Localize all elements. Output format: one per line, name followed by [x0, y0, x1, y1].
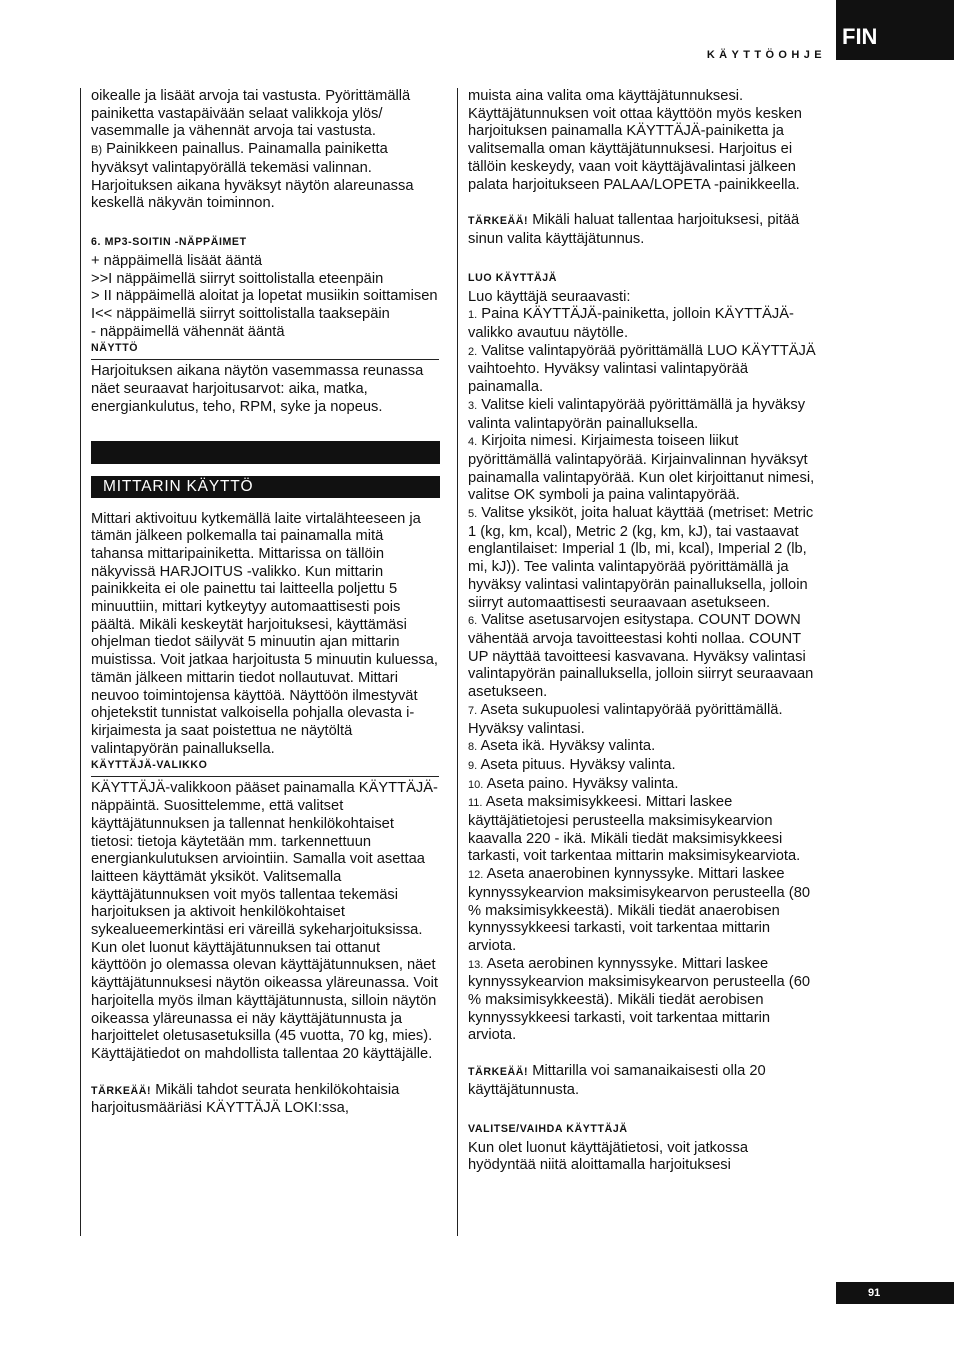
list-item: [468, 738, 816, 757]
create-user-heading: LUO KÄYTTÄJÄ: [468, 271, 558, 284]
list-item: [468, 343, 816, 397]
section-divider-bar: [91, 441, 440, 464]
item-marker: B): [91, 144, 102, 157]
step-text: Aseta paino. Hyväksy valinta.: [483, 775, 679, 792]
create-user-intro: Luo käyttäjä seuraavasti:: [468, 288, 631, 305]
important-label: TÄRKEÄÄ!: [468, 215, 529, 228]
important-label: TÄRKEÄÄ!: [468, 1066, 529, 1079]
switch-user-heading: VALITSE/VAIHDA KÄYTTÄJÄ: [468, 1122, 628, 1135]
step-text: Aseta ikä. Hyväksy valinta.: [477, 738, 656, 755]
step-number: 8.: [468, 741, 478, 754]
step-text: Valitse yksiköt, joita haluat käyttää (metriset: Metric 1 (kg, km, kcal), Metric 2 (kg, km, kJ), tai vastaavat englantilaiset: Imperial 1 (lb, mi, kcal), Imperial 2 (lb, mi, kJ)). Tee valinta valintapyörää pyörittämällä ja hyväksy valintasi valintapyörän painalluksella, jolloin siirryt automaattisesti seuraavaan asetukseen.: [468, 505, 814, 611]
mp3-line: > II näppäimellä aloitat ja lopetat musiikin soittamisen: [91, 288, 438, 305]
list-item: [468, 505, 816, 612]
mp3-heading: 6. MP3-SOITIN -NÄPPÄIMET: [91, 235, 247, 248]
important-text: Mikäli tahdot seurata henkilökohtaisia harjoitusmääriäsi KÄYTTÄJÄ LOKI:ssa,: [91, 1081, 400, 1117]
step-number: 12.: [468, 869, 484, 882]
step-number: 10.: [468, 778, 484, 791]
step-text: Aseta pituus. Hyväksy valinta.: [477, 756, 676, 773]
switch-user-paragraph: Kun olet luonut käyttäjätietosi, voit jatkossa hyödyntää niitä aloittamalla harjoituksesi: [468, 1139, 749, 1174]
mp3-line: >>I näppäimellä siirryt soittolistalla eteenpäin: [91, 270, 384, 287]
important-note: [91, 1082, 439, 1118]
important-note: [468, 212, 816, 248]
important-note: [468, 1063, 816, 1099]
language-tab: FIN: [836, 0, 954, 60]
important-text: Mikäli haluat tallentaa harjoituksesi, pitää sinun valita käyttäjätunnus.: [468, 212, 800, 247]
step-number: 13.: [468, 958, 484, 971]
mp3-line: + näppäimellä lisäät ääntä: [91, 252, 263, 269]
section-title: MITTARIN KÄYTTÖ: [91, 476, 440, 498]
display-paragraph: Harjoituksen aikana näytön vasemmassa reunassa näet seuraavat harjoitusarvot: aika, matka, energiankulutus, teho, RPM, syke ja nopeus.: [91, 363, 424, 415]
list-item: [468, 794, 816, 866]
step-text: Paina KÄYTTÄJÄ-painiketta, jolloin KÄYTTÄJÄ-valikko avautuu näytölle.: [468, 306, 794, 342]
intro-paragraph: oikealle ja lisäät arvoja tai vastusta. Pyörittämällä painiketta vastapäivään selaat valikkoja ylös/ vasemmalle ja vähennät arvoja tai vastusta.: [91, 88, 411, 140]
step-number: 11.: [468, 797, 483, 810]
page-number: 91: [836, 1282, 954, 1304]
step-text: Kirjoita nimesi. Kirjaimesta toiseen liikut pyörittämällä valintapyörää. Kirjainvalinnan hyväksyt painamalla valintapyörää. Kun olet kirjoittanut nimesi, valitse OK symboli ja paina valintapyörää.: [468, 433, 815, 504]
step-number: 2.: [468, 345, 478, 358]
step-text: Aseta maksimisykkeesi. Mittari laskee käyttäjätietojesi perusteella maksimisykearvion kaavalla 220 - ikä. Mikäli tiedät maksimisykkeesi tarkasti, voit tarkentaa mittarin maksimisykearviota.: [468, 794, 801, 865]
step-number: 6.: [468, 615, 478, 628]
meter-paragraph: Mittari aktivoituu kytkemällä laite virtalähteeseen ja tämän jälkeen polkemalla tai painamalla mitä tahansa mittaripainiketta. Mittarissa on tällöin näkyvissä HARJOITUS -valikko. Kun mittarin painikkeita ei ole painettu tai laitteella poljettu 5 minuuttiin, mittari kytkeytyy automaattisesti pois päältä. Mikäli keskeytät harjoituksesi, käyttämäsi ohjelman tiedot säilyvät 5 minuutin ajan mittarin muistissa. Voit jatkaa harjoitusta 5 minuutin kuluessa, tämän jälkeen mittarin tiedot nollautuvat. Mittari neuvoo toimintojensa käyttöä. Näyttöön ilmestyvät ohjetekstit tunnistat valkoisella pohjalla olevasta i-kirjaimesta ja saat poistettua ne näytöltä valintapyörän painalluksella.: [91, 510, 438, 757]
step-number: 5.: [468, 508, 478, 521]
list-item: [468, 776, 816, 795]
step-text: Valitse kieli valintapyörää pyörittämällä ja hyväksy valinta valintapyörän painalluksella.: [468, 396, 806, 432]
important-text: Mittarilla voi samanaikaisesti olla 20 käyttäjätunnusta.: [468, 1063, 766, 1098]
step-number: 1.: [468, 309, 478, 322]
list-item: [468, 306, 816, 342]
display-heading: NÄYTTÖ: [91, 341, 439, 360]
mp3-line: I<< näppäimellä siirryt soittolistalla taaksepäin: [91, 306, 390, 323]
list-item: [468, 956, 816, 1046]
step-number: 3.: [468, 399, 478, 412]
step-number: 4.: [468, 436, 478, 449]
list-item: [468, 397, 816, 433]
steps-list: [468, 306, 816, 1045]
step-text: Valitse valintapyörää pyörittämällä LUO KÄYTTÄJÄ vaihtoehto. Hyväksy valintasi valintapyörää painamalla.: [468, 342, 816, 396]
step-text: Aseta sukupuolesi valintapyörää pyörittämällä. Hyväksy valintasi.: [468, 701, 783, 737]
list-item: [468, 433, 816, 505]
step-number: 7.: [468, 704, 478, 717]
list-item: [468, 866, 816, 956]
right-column: [457, 88, 816, 1236]
continued-paragraph: muista aina valita oma käyttäjätunnuksesi. Käyttäjätunnuksen voit ottaa käyttöön myös kesken harjoituksen painamalla KÄYTTÄJÄ-painiketta ja valitsemalla oman käyttäjätunnuksesi. Harjoitus ei tällöin keskeydy, vaan voit käyttäjävalintasi jälkeen palata harjoitukseen PALAA/LOPETA -painikkeella.: [468, 88, 802, 193]
step-text: Aseta anaerobinen kynnyssyke. Mittari laskee kynnyssykearvion maksimisykearvon perusteella (80 % maksimisykkeestä). Mikäli tiedät anaerobisen kynnyssykkeesi tarkasti, voit tarkentaa mittarin arviota.: [468, 866, 811, 954]
step-text: Valitse asetusarvojen esitystapa. COUNT DOWN vähentää arvoja tavoitteestasi kohti nollaa. COUNT UP näyttää tavoitteesi kasvavana. Hyväksy valintasi valintapyörän painalluksella, jolloin siirryt seuraavaan asetukseen.: [468, 612, 814, 701]
important-label: TÄRKEÄÄ!: [91, 1084, 152, 1097]
left-column: [80, 88, 439, 1236]
paragraph-text: Painikkeen painallus. Painamalla painiketta hyväksyt valintapyörällä tekemäsi valinnan. Harjoituksen aikana hyväksyt näytön alareunassa keskellä näkyvän toiminnon.: [91, 141, 414, 212]
list-item: [468, 612, 816, 702]
mp3-line: - näppäimellä vähennät ääntä: [91, 323, 285, 340]
step-number: 9.: [468, 759, 478, 772]
step-text: Aseta aerobinen kynnyssyke. Mittari laskee kynnyssykearvion maksimisykearvon perusteella (60 % maksimisykkeestä). Mikäli tiedät aerobisen kynnyssykkeesi tarkasti, voit tarkentaa mittarin arviota.: [468, 955, 811, 1044]
paragraph-b: [91, 141, 439, 213]
list-item: [468, 757, 816, 776]
list-item: [468, 702, 816, 738]
user-menu-paragraph: KÄYTTÄJÄ-valikkoon pääset painamalla KÄYTTÄJÄ-näppäintä. Suosittelemme, että valitset käyttäjätunnuksen ja tallennat henkilökohtaiset tietosi: tietoja käytetään mm. tarkennettuun energiankulutuksen arviointiin. Samalla voit asettaa laitteen käyttämät yksiköt. Valitsemalla käyttäjätunnuksen voit myös tallentaa tekemäsi harjoituksen ja aktivoit henkilökohtaiset sykealueemerkintäsi eri väreillä sykeharjoituksissa. Kun olet luonut käyttäjätunnuksen tai ottanut käyttöön jo olemassa olevan käyttäjätunnuksen, näet käyttäjätunnuksesi näytön oikeassa yläreunassa. Voit harjoitella myös ilman käyttäjätunnusta, silloin näytön oikeassa yläreunassa ei näy käyttäjätunnusta ja harjoittelet oletusasetuksilla (45 vuotta, 70 kg, mies). Käyttäjätiedot on mahdollista tallentaa 20 käyttäjälle.: [91, 780, 438, 1062]
user-menu-heading: KÄYTTÄJÄ-VALIKKO: [91, 758, 439, 777]
manual-header-label: KÄYTTÖOHJE: [706, 49, 826, 61]
